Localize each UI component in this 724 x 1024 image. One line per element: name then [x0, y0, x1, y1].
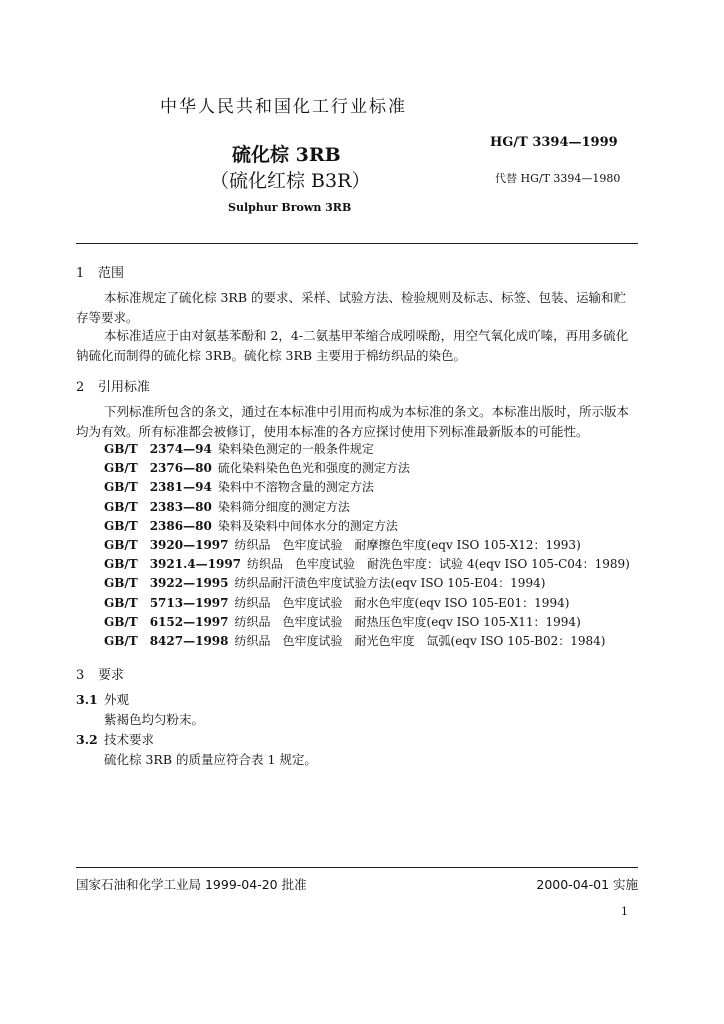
reference-title: 纺织品 色牢度试验 耐洗色牢度：试验 4(eqv ISO 105-C04：1989): [247, 557, 630, 572]
reference-item: [104, 459, 630, 478]
approval-line: 国家石油和化学工业局 1999-04-20 批准: [76, 877, 307, 892]
reference-title: 硫化染料染色色光和强度的测定方法: [217, 461, 410, 476]
reference-item: [104, 440, 630, 459]
reference-title: 纺织品 色牢度试验 耐摩擦色牢度(eqv ISO 105-X12：1993): [234, 537, 581, 552]
document-subtitle: （硫化红棕 B3R）: [210, 170, 371, 192]
section-2-heading: [76, 376, 150, 395]
document-title: 硫化棕 3RB: [232, 144, 341, 166]
footer-divider: [76, 867, 638, 868]
reference-title: 染料及染料中间体水分的测定方法: [217, 518, 398, 533]
reference-code: GB/T 2376—80: [104, 461, 212, 476]
subsection-number: 3.1: [76, 692, 98, 707]
reference-item: [104, 594, 630, 613]
replaces-standard: 代替 HG/T 3394—1980: [495, 172, 621, 185]
industry-standard-title: 中华人民共和国化工行业标准: [160, 97, 407, 117]
reference-title: 染料筛分细度的测定方法: [217, 499, 350, 514]
reference-title: 纺织品耐汗渍色牢度试验方法(eqv ISO 105-E04：1994): [234, 576, 546, 591]
reference-title: 纺织品 色牢度试验 耐热压色牢度(eqv ISO 105-X11：1994): [234, 614, 581, 629]
reference-code: GB/T 2383—80: [104, 499, 212, 514]
section-2-paragraph: 下列标准所包含的条文，通过在本标准中引用而构成为本标准的条文。本标准出版时，所示版本均为有效。所有标准都会被修订，使用本标准的各方应探讨使用下列标准最新版本的可能性。: [76, 404, 630, 439]
reference-item: [104, 536, 630, 555]
reference-code: GB/T 8427—1998: [104, 633, 229, 648]
reference-code: GB/T 3922—1995: [104, 576, 229, 591]
reference-item: [104, 613, 630, 632]
subsection-3-2-heading: [76, 730, 154, 748]
section-1-paragraph-1: 本标准规定了硫化棕 3RB 的要求、采样、试验方法、检验规则及标志、标签、包装、运输和贮存等要求。: [76, 290, 626, 325]
reference-item: [104, 555, 630, 574]
section-1-heading: [76, 262, 124, 281]
reference-title: 纺织品 色牢度试验 耐光色牢度 氙弧(eqv ISO 105-B02：1984): [234, 633, 606, 648]
reference-code: GB/T 2374—94: [104, 442, 212, 456]
section-number: 2: [76, 380, 85, 395]
reference-list: [104, 440, 630, 651]
header-divider: [76, 243, 638, 244]
reference-code: GB/T 2386—80: [104, 518, 212, 533]
section-3-heading: [76, 664, 124, 683]
reference-item: [104, 574, 630, 593]
reference-code: GB/T 6152—1997: [104, 614, 229, 629]
reference-title: 染料染色测定的一般条件规定: [217, 442, 374, 456]
reference-item: [104, 478, 630, 497]
implementation-date: 2000-04-01 实施: [536, 877, 638, 892]
reference-title: 染料中不溶物含量的测定方法: [217, 480, 374, 495]
reference-item: [104, 632, 630, 651]
subsection-title: 外观: [104, 692, 130, 707]
reference-code: GB/T 3920—1997: [104, 537, 229, 552]
subsection-3-1-text: 紫褐色均匀粉末。: [104, 712, 205, 727]
section-1-paragraph-2: 本标准适应于由对氨基苯酚和 2，4-二氨基甲苯缩合成吲哚酚，用空气氧化成吖嗪，再用多硫化钠硫化而制得的硫化棕 3RB。硫化棕 3RB 主要用于棉纺织品的染色。: [76, 328, 629, 363]
page-number: 1: [621, 905, 628, 918]
section-title: 范围: [98, 266, 125, 281]
reference-title: 纺织品 色牢度试验 耐水色牢度(eqv ISO 105-E01：1994): [234, 595, 570, 610]
section-title: 引用标准: [98, 380, 151, 395]
reference-item: [104, 517, 630, 536]
reference-code: GB/T 2381—94: [104, 480, 212, 495]
english-title: Sulphur Brown 3RB: [228, 201, 352, 214]
subsection-title: 技术要求: [104, 732, 155, 747]
subsection-3-1-heading: [76, 690, 129, 708]
section-number: 3: [76, 668, 85, 683]
section-title: 要求: [98, 668, 125, 683]
subsection-number: 3.2: [76, 732, 98, 747]
reference-code: GB/T 3921.4—1997: [104, 557, 242, 572]
standard-code: HG/T 3394—1999: [490, 135, 618, 150]
reference-item: [104, 498, 630, 517]
subsection-3-2-text: 硫化棕 3RB 的质量应符合表 1 规定。: [104, 752, 317, 767]
section-number: 1: [76, 266, 85, 281]
reference-code: GB/T 5713—1997: [104, 595, 229, 610]
